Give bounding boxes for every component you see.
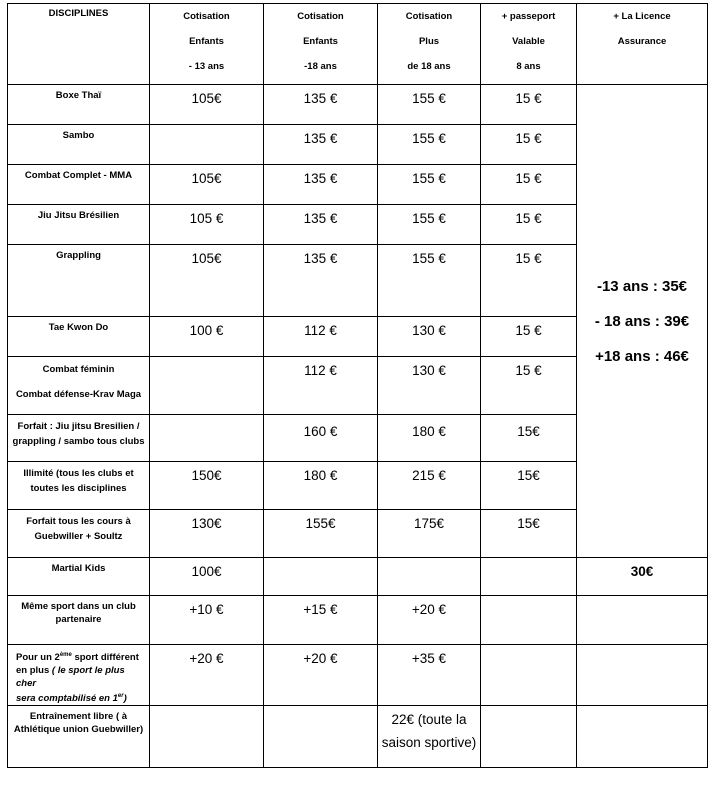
header-col2-line3: -18 ans [304, 61, 337, 72]
table-row [8, 558, 708, 596]
header-col2-line1: Cotisation [297, 11, 344, 22]
text-fragment: Pour un 2 [16, 652, 60, 663]
price-cell: 130 € [378, 357, 481, 415]
discipline-cell [8, 415, 150, 462]
discipline-line: grappling / sambo tous clubs [12, 436, 145, 447]
price-line: saison sportive) [381, 735, 477, 750]
text-fragment: ) [123, 693, 127, 704]
price-cell: 175€ [378, 510, 481, 558]
price-cell: 130 € [378, 317, 481, 357]
price-cell: 155 € [378, 245, 481, 317]
price-cell: 180 € [264, 462, 378, 510]
price-cell: +20 € [150, 645, 264, 706]
table-row [8, 645, 708, 706]
header-col5-line1: + La Licence [613, 11, 671, 22]
price-cell: +20 € [264, 645, 378, 706]
price-cell: 160 € [264, 415, 378, 462]
discipline-cell: Tae Kwon Do [8, 317, 150, 357]
header-row [8, 4, 708, 85]
price-cell: 150€ [150, 462, 264, 510]
discipline-line [16, 690, 145, 705]
discipline-cell [8, 462, 150, 510]
discipline-cell: Grappling [8, 245, 150, 317]
price-cell [378, 558, 481, 596]
discipline-line [16, 664, 145, 690]
header-col5 [577, 4, 708, 85]
passeport-cell: 15€ [481, 415, 577, 462]
header-col2 [264, 4, 378, 85]
header-col5-line2: Assurance [617, 36, 667, 47]
licence-line: -13 ans : 35€ [596, 277, 688, 295]
table-row [8, 706, 708, 768]
header-col4-line1: + passeport [501, 11, 556, 22]
discipline-cell: Boxe Thaï [8, 85, 150, 125]
header-col1 [150, 4, 264, 85]
discipline-line: Combat féminin [42, 364, 115, 375]
discipline-line: Forfait : Jiu jitsu Bresilien / [17, 421, 140, 432]
passeport-cell [481, 596, 577, 645]
price-cell: 155€ [264, 510, 378, 558]
price-cell: 112 € [264, 357, 378, 415]
passeport-cell [481, 645, 577, 706]
passeport-cell [481, 558, 577, 596]
licence-cell [577, 85, 708, 558]
discipline-line: Illimité (tous les clubs et [23, 468, 134, 479]
licence-line: - 18 ans : 39€ [594, 312, 690, 330]
tarifs-table [7, 3, 708, 768]
price-cell: 155 € [378, 165, 481, 205]
price-cell: 130€ [150, 510, 264, 558]
passeport-cell: 15 € [481, 165, 577, 205]
superscript: er [117, 693, 124, 699]
passeport-cell: 15 € [481, 125, 577, 165]
price-cell: 100€ [150, 558, 264, 596]
passeport-cell: 15 € [481, 205, 577, 245]
price-cell [264, 706, 378, 768]
price-cell: 105 € [150, 205, 264, 245]
price-cell: +10 € [150, 596, 264, 645]
discipline-line: Combat défense-Krav Maga [15, 389, 142, 400]
text-fragment: sera comptabilisé en 1 [16, 693, 118, 704]
price-cell: 135 € [264, 205, 378, 245]
price-cell [150, 415, 264, 462]
price-cell: +20 € [378, 596, 481, 645]
text-fragment: sport différent [71, 652, 139, 663]
discipline-line [16, 649, 145, 664]
text-fragment: ( le sport le plus cher [16, 665, 125, 689]
passeport-cell: 15 € [481, 357, 577, 415]
header-col3-line1: Cotisation [405, 11, 453, 22]
discipline-cell [8, 357, 150, 415]
licence-cell: 30€ [577, 558, 708, 596]
discipline-line: Forfait tous les cours à [26, 516, 131, 527]
passeport-cell: 15€ [481, 462, 577, 510]
discipline-cell: Combat Complet - MMA [8, 165, 150, 205]
price-cell: 105€ [150, 85, 264, 125]
price-cell: 155 € [378, 85, 481, 125]
price-cell: +35 € [378, 645, 481, 706]
header-col1-line1: Cotisation [183, 11, 230, 22]
discipline-cell [8, 706, 150, 768]
header-disciplines [8, 4, 150, 85]
price-cell: 135 € [264, 125, 378, 165]
header-col3-line2: Plus [418, 36, 440, 47]
discipline-cell [8, 645, 150, 706]
price-cell [378, 706, 481, 768]
licence-cell [577, 596, 708, 645]
licence-cell [577, 645, 708, 706]
passeport-cell: 15 € [481, 245, 577, 317]
price-cell: 155 € [378, 125, 481, 165]
passeport-cell [481, 706, 577, 768]
price-cell: 105€ [150, 165, 264, 205]
discipline-cell [8, 596, 150, 645]
discipline-line: Entraînement libre ( à [29, 711, 128, 722]
discipline-cell: Sambo [8, 125, 150, 165]
price-cell: 100 € [150, 317, 264, 357]
price-cell: +15 € [264, 596, 378, 645]
licence-line: +18 ans : 46€ [595, 347, 689, 365]
price-cell [264, 558, 378, 596]
price-cell: 112 € [264, 317, 378, 357]
header-col3 [378, 4, 481, 85]
price-cell [150, 706, 264, 768]
header-col4 [481, 4, 577, 85]
price-cell: 135 € [264, 165, 378, 205]
price-cell: 180 € [378, 415, 481, 462]
price-cell [150, 125, 264, 165]
passeport-cell: 15€ [481, 510, 577, 558]
price-cell: 135 € [264, 85, 378, 125]
header-col1-line2: Enfants [189, 36, 224, 47]
text-fragment: en plus [16, 665, 52, 676]
discipline-line: toutes les disciplines [30, 483, 127, 494]
table-row [8, 85, 708, 125]
header-col4-line3: 8 ans [516, 61, 541, 72]
discipline-cell: Martial Kids [8, 558, 150, 596]
table-row [8, 596, 708, 645]
header-disciplines-label: DISCIPLINES [48, 8, 109, 19]
header-col2-line2: Enfants [303, 36, 338, 47]
price-line: 22€ (toute la [391, 712, 467, 727]
price-cell: 105€ [150, 245, 264, 317]
discipline-line: Athlétique union Guebwiller) [13, 724, 144, 735]
discipline-cell: Jiu Jitsu Brésilien [8, 205, 150, 245]
discipline-line: Même sport dans un club [21, 601, 136, 612]
superscript: ème [59, 652, 72, 658]
header-col1-line3: - 13 ans [188, 61, 225, 72]
price-cell [150, 357, 264, 415]
passeport-cell: 15 € [481, 317, 577, 357]
header-col4-line2: Valable [512, 36, 545, 47]
discipline-line: Guebwiller + Soultz [34, 531, 123, 542]
price-cell: 135 € [264, 245, 378, 317]
discipline-cell [8, 510, 150, 558]
passeport-cell: 15 € [481, 85, 577, 125]
discipline-line: partenaire [55, 614, 102, 625]
price-cell: 215 € [378, 462, 481, 510]
licence-cell [577, 706, 708, 768]
price-cell: 155 € [378, 205, 481, 245]
header-col3-line3: de 18 ans [407, 61, 451, 72]
